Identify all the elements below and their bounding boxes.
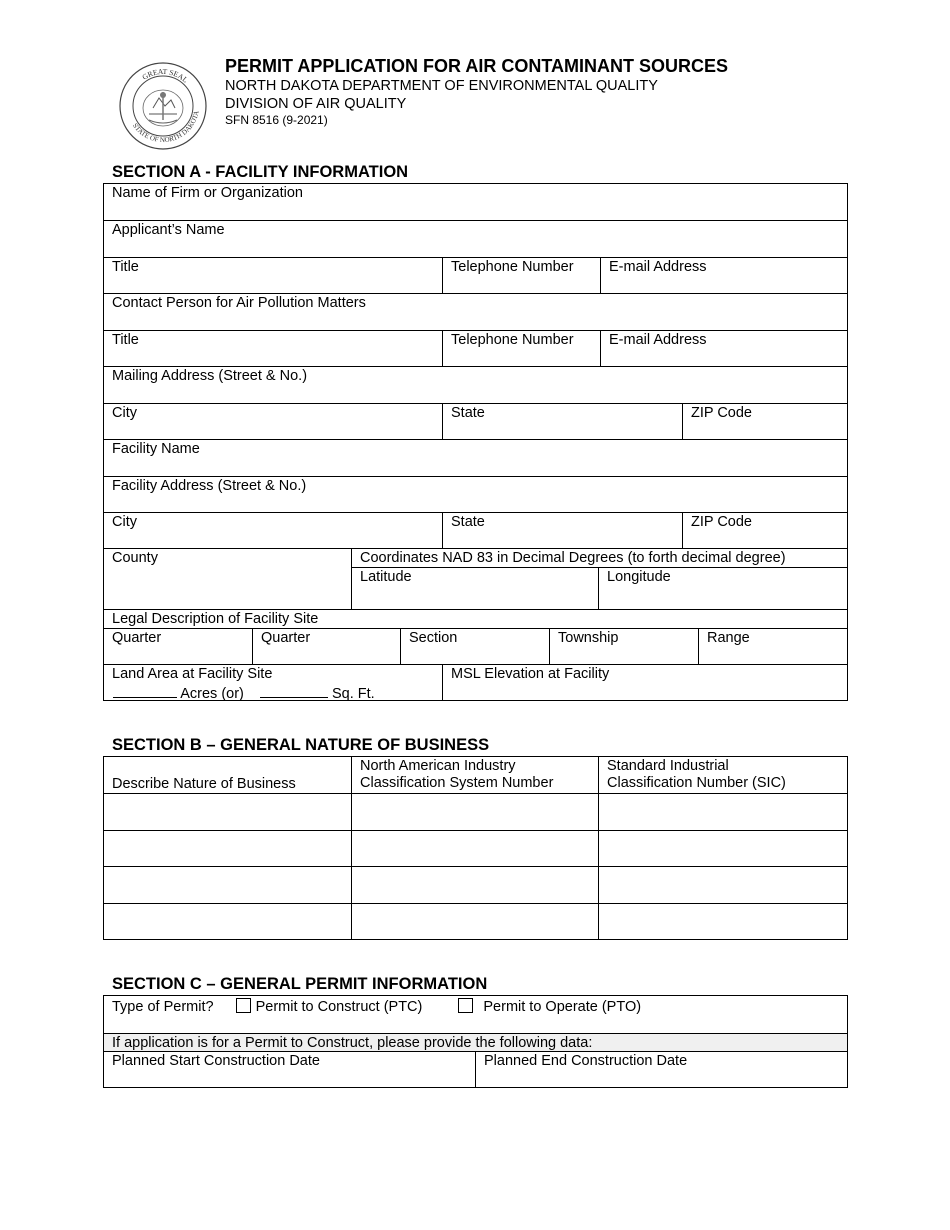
planned-start-date-label: Planned Start Construction Date — [112, 1053, 320, 1069]
msl-elevation-label: MSL Elevation at Facility — [451, 666, 610, 682]
longitude-field[interactable] — [598, 567, 847, 609]
mailing-state-field[interactable] — [442, 403, 682, 439]
business-row-3-nature[interactable] — [103, 866, 351, 903]
section-number-label: Section — [409, 630, 458, 646]
section-b-title: SECTION B – GENERAL NATURE OF BUSINESS — [112, 736, 490, 754]
state-seal-icon — [119, 62, 207, 150]
contact-person-field[interactable] — [103, 293, 847, 330]
contact-email-field[interactable] — [600, 330, 847, 366]
type-of-permit-row — [103, 995, 847, 1033]
county-field[interactable] — [103, 548, 351, 609]
applicant-telephone-label: Telephone Number — [451, 259, 574, 275]
facility-address-field[interactable] — [103, 476, 847, 512]
mailing-address-field[interactable] — [103, 366, 847, 403]
sq-ft-label: Sq. Ft. — [331, 686, 375, 702]
business-row-3-sic[interactable] — [598, 866, 847, 903]
mailing-state-label: State — [451, 405, 485, 421]
firm-name-field[interactable] — [103, 183, 847, 220]
legal-description-label: Legal Description of Facility Site — [112, 611, 319, 627]
mailing-city-field[interactable] — [103, 403, 442, 439]
contact-person-label: Contact Person for Air Pollution Matters — [112, 295, 366, 311]
quarter-2-field[interactable] — [252, 628, 400, 664]
acres-blank[interactable] — [113, 683, 177, 698]
svg-text:GREAT SEAL: GREAT SEAL — [140, 66, 190, 85]
sic-label-line1: Standard Industrial — [607, 758, 729, 774]
facility-zip-field[interactable] — [682, 512, 847, 548]
contact-title-field[interactable] — [103, 330, 442, 366]
applicant-title-field[interactable] — [103, 257, 442, 293]
longitude-label: Longitude — [607, 569, 671, 585]
applicant-email-label: E-mail Address — [609, 259, 707, 275]
nature-of-business-label: Describe Nature of Business — [112, 776, 296, 792]
business-row-1-nature[interactable] — [103, 793, 351, 830]
facility-address-label: Facility Address (Street & No.) — [112, 478, 307, 494]
msl-elevation-field[interactable] — [442, 664, 847, 700]
ptc-checkbox[interactable] — [236, 998, 251, 1013]
ptc-note-row — [103, 1033, 847, 1051]
business-row-2-sic[interactable] — [598, 830, 847, 866]
sq-ft-blank[interactable] — [260, 683, 328, 698]
legal-description-header — [103, 609, 847, 628]
naics-label-line1: North American Industry — [360, 758, 516, 774]
facility-city-label: City — [112, 514, 137, 530]
mailing-address-label: Mailing Address (Street & No.) — [112, 368, 308, 384]
svg-text:STATE OF NORTH DAKOTA: STATE OF NORTH DAKOTA — [130, 109, 201, 145]
sic-label-line2: Classification Number (SIC) — [607, 775, 786, 791]
range-label: Range — [707, 630, 750, 646]
contact-email-label: E-mail Address — [609, 332, 707, 348]
section-a-title: SECTION A - FACILITY INFORMATION — [112, 163, 409, 181]
firm-name-label: Name of Firm or Organization — [112, 185, 303, 201]
quarter-2-label: Quarter — [261, 630, 311, 646]
naics-header — [351, 756, 598, 793]
facility-name-label: Facility Name — [112, 441, 200, 457]
business-row-1-naics[interactable] — [351, 793, 598, 830]
applicant-telephone-field[interactable] — [442, 257, 600, 293]
facility-state-field[interactable] — [442, 512, 682, 548]
planned-end-date-field[interactable] — [475, 1051, 847, 1087]
facility-city-field[interactable] — [103, 512, 442, 548]
pto-checkbox[interactable] — [458, 998, 473, 1013]
ptc-label: Permit to Construct (PTC) — [255, 999, 423, 1015]
facility-name-field[interactable] — [103, 439, 847, 476]
facility-state-label: State — [451, 514, 485, 530]
division-name: DIVISION OF AIR QUALITY — [225, 96, 407, 112]
facility-zip-label: ZIP Code — [691, 514, 752, 530]
coordinates-header — [351, 548, 847, 567]
coordinates-label: Coordinates NAD 83 in Decimal Degrees (to forth decimal degree) — [360, 550, 786, 566]
business-row-2-nature[interactable] — [103, 830, 351, 866]
acres-label: Acres (or) — [180, 686, 244, 702]
pto-label: Permit to Operate (PTO) — [483, 999, 642, 1015]
quarter-1-label: Quarter — [112, 630, 162, 646]
business-row-3-naics[interactable] — [351, 866, 598, 903]
latitude-label: Latitude — [360, 569, 412, 585]
mailing-zip-field[interactable] — [682, 403, 847, 439]
applicant-name-field[interactable] — [103, 220, 847, 257]
nature-of-business-header — [103, 756, 351, 793]
form-title: PERMIT APPLICATION FOR AIR CONTAMINANT SOURCES — [225, 56, 728, 76]
mailing-zip-label: ZIP Code — [691, 405, 752, 421]
naics-label-line2: Classification System Number — [360, 775, 554, 791]
business-row-4-sic[interactable] — [598, 903, 847, 939]
business-row-1-sic[interactable] — [598, 793, 847, 830]
ptc-note-label: If application is for a Permit to Construct, please provide the following data: — [112, 1035, 593, 1051]
business-row-2-naics[interactable] — [351, 830, 598, 866]
business-row-4-nature[interactable] — [103, 903, 351, 939]
applicant-title-label: Title — [112, 259, 139, 275]
contact-telephone-label: Telephone Number — [451, 332, 574, 348]
quarter-1-field[interactable] — [103, 628, 252, 664]
applicant-email-field[interactable] — [600, 257, 847, 293]
township-label: Township — [558, 630, 619, 646]
section-c-title: SECTION C – GENERAL PERMIT INFORMATION — [112, 975, 488, 993]
business-row-4-naics[interactable] — [351, 903, 598, 939]
township-field[interactable] — [549, 628, 698, 664]
sic-header — [598, 756, 847, 793]
applicant-name-label: Applicant’s Name — [112, 222, 225, 238]
section-number-field[interactable] — [400, 628, 549, 664]
land-area-label: Land Area at Facility Site — [112, 666, 273, 682]
planned-start-date-field[interactable] — [103, 1051, 475, 1087]
form-number: SFN 8516 (9-2021) — [225, 113, 328, 127]
department-name: NORTH DAKOTA DEPARTMENT OF ENVIRONMENTAL QUALITY — [225, 78, 658, 94]
county-label: County — [112, 550, 158, 566]
mailing-city-label: City — [112, 405, 137, 421]
range-field[interactable] — [698, 628, 847, 664]
latitude-field[interactable] — [351, 567, 598, 609]
planned-end-date-label: Planned End Construction Date — [484, 1053, 688, 1069]
type-of-permit-label: Type of Permit? — [112, 999, 214, 1015]
contact-title-label: Title — [112, 332, 139, 348]
contact-telephone-field[interactable] — [442, 330, 600, 366]
land-area-field[interactable] — [103, 664, 442, 700]
